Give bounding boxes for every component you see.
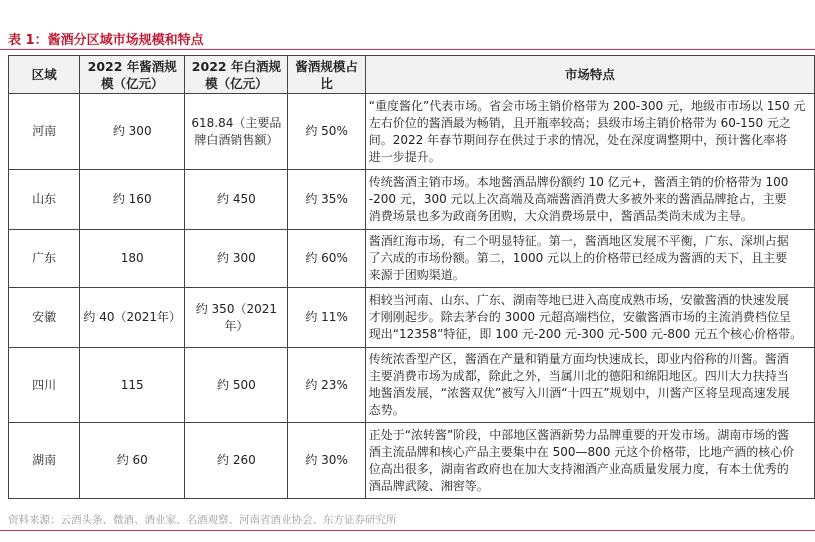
table-row: [9, 94, 815, 170]
cell-jiang: 115: [80, 348, 185, 423]
cell-region: 广东: [9, 230, 80, 288]
feature-line: 酒主流品牌和核心产品主要集中在 500—800 元这个价格带，比地产酒的核心价: [368, 444, 795, 459]
cell-features: [365, 288, 814, 348]
cell-features: [365, 348, 814, 423]
feature-line: 传统酱酒主销市场。本地酱酒品牌份额约 10 亿元+，酱酒主销的价格带为 100: [368, 175, 789, 189]
header-features: 市场特点: [365, 56, 814, 94]
footer-rule: [0, 530, 815, 531]
feature-line: 左右价位的酱酒最为畅销，且开瓶率较高；县级市场主销价格带为 60-150 元之: [368, 115, 791, 130]
table-row: [9, 230, 815, 288]
cell-jiang: 约 300: [80, 94, 185, 170]
source-note: 资料来源：云酒头条、微酒、酒业家、名酒观察、河南省酒业协会、东方证券研究所: [8, 514, 397, 526]
header-row: [9, 56, 815, 94]
cell-baijiu: 约 500: [185, 348, 288, 423]
cell-share: 约 35%: [288, 170, 365, 230]
cell-jiang: 约 40（2021年）: [80, 288, 185, 348]
feature-line: 正处于“浓转酱”阶段，中部地区酱酒新势力品牌重要的开发市场。湖南市场的酱: [368, 427, 790, 442]
feature-line: 酱酒红海市场，有二个明显特征。第一，酱酒地区发展不平衡，广东、深圳占据: [368, 234, 789, 248]
cell-share: 约 11%: [288, 288, 365, 348]
cell-region: 山东: [9, 170, 80, 230]
feature-line: 传统浓香型产区，酱酒在产量和销量方面均快速成长，即业内俗称的川酱。酱酒: [368, 352, 789, 366]
cell-region: 安徽: [9, 288, 80, 348]
cell-features: [365, 170, 814, 230]
header-share: 酱酒规模占比: [288, 56, 365, 94]
feature-line: 现出“12358”特征，即 100 元-200 元-300 元-500 元-800 元五个核心价格带。: [368, 327, 803, 341]
feature-line: 消费场景也多为政商务团购，大众消费场景中，酱酒品类尚未成为主导。: [368, 209, 753, 223]
cell-jiang: 180: [80, 230, 185, 288]
feature-line: 态势。: [368, 403, 405, 417]
feature-line: 主要消费市场为成都，除此之外，当属川北的德阳和绵阳地区。四川大力扶持当: [368, 369, 789, 383]
cell-share: 约 50%: [288, 94, 365, 170]
cell-share: 约 30%: [288, 423, 365, 499]
market-table: [8, 55, 815, 499]
cell-baijiu: 618.84（主要品牌白酒销售额）: [185, 94, 288, 170]
feature-line: 相较当河南、山东、广东、湖南等地已进入高度成熟市场，安徽酱酒的快速发展: [368, 293, 789, 307]
table-row: [9, 423, 815, 499]
feature-line: 地酱酒发展，“浓酱双优”被写入川酒“十四五”规划中，川酱产区将呈现高速发展: [368, 386, 790, 400]
table-row: [9, 170, 815, 230]
feature-line: 才刚刚起步。除去茅台的 3000 元超高端档位，安徽酱酒市场的主流消费档位呈: [368, 310, 791, 324]
table-title: 表 1：酱酒分区域市场规模和特点: [8, 33, 204, 48]
cell-baijiu: 约 450: [185, 170, 288, 230]
cell-region: 河南: [9, 94, 80, 170]
cell-baijiu: 约 300: [185, 230, 288, 288]
cell-region: 四川: [9, 348, 80, 423]
table-row: [9, 288, 815, 348]
cell-share: 约 60%: [288, 230, 365, 288]
table-row: [9, 348, 815, 423]
feature-line: -200 元，300 元以上次高端及高端酱酒消费大多被外来的酱酒品牌抢占，主要: [368, 192, 787, 206]
cell-region: 湖南: [9, 423, 80, 499]
feature-line: 进一步提升。: [368, 149, 441, 164]
feature-line: 来源于团购渠道。: [368, 268, 465, 282]
header-jiang-scale: 2022 年酱酒规模（亿元）: [80, 56, 185, 94]
cell-baijiu: 约 260: [185, 423, 288, 499]
cell-features: [365, 94, 814, 170]
feature-line: 位高出很多，湖南省政府也在加大支持湘酒产业高质量发展力度，有本土优秀的: [368, 461, 789, 476]
cell-baijiu: 约 350（2021年）: [185, 288, 288, 348]
feature-line: 间。2022 年春节期间存在供过于求的情况，处在深度调整期中，预计酱化率将: [368, 132, 788, 147]
feature-line: “重度酱化”代表市场。省会市场主销价格带为 200-300 元，地级市市场以 150 元: [368, 98, 806, 113]
cell-jiang: 约 60: [80, 423, 185, 499]
header-region: 区域: [9, 56, 80, 94]
header-baijiu-scale: 2022 年白酒规模（亿元）: [185, 56, 288, 94]
title-rule: [0, 49, 815, 50]
feature-line: 酒品牌武陵、湘窖等。: [368, 478, 489, 493]
cell-jiang: 约 160: [80, 170, 185, 230]
cell-share: 约 23%: [288, 348, 365, 423]
cell-features: [365, 423, 814, 499]
cell-features: [365, 230, 814, 288]
feature-line: 了六成的市场份额。第二，1000 元以上的价格带已经成为酱酒的天下，且主要: [368, 251, 788, 265]
